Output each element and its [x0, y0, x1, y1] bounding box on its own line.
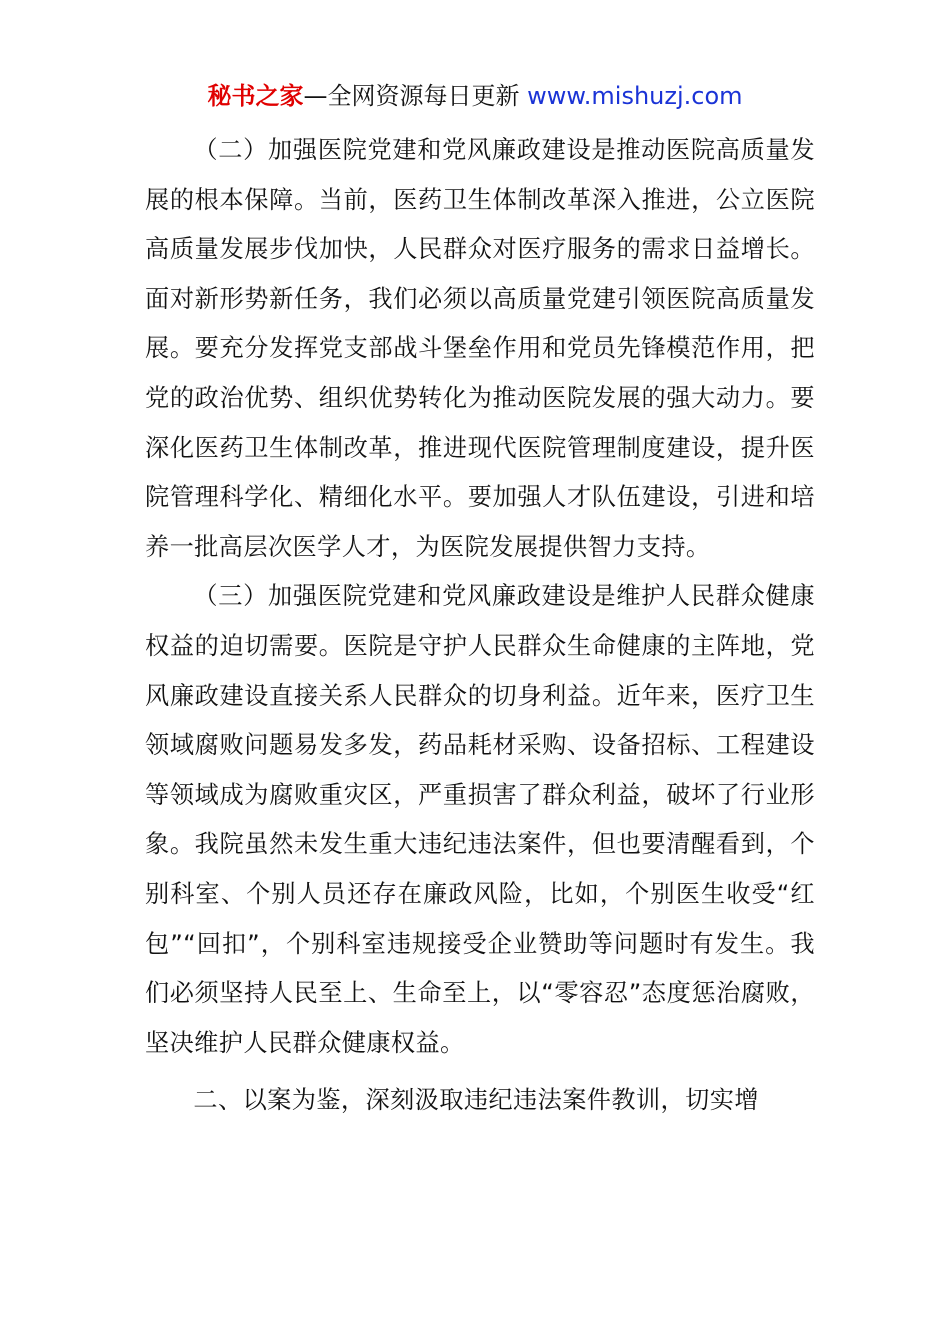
paragraph-section-3: （三）加强医院党建和党风廉政建设是维护人民群众健康权益的迫切需要。医院是守护人民群众生命健康的主阵地，党风廉政建设直接关系人民群众的切身利益。近年来，医疗卫生领域腐败问题易发多发，药品耗材采购、设备招标、工程建设等领域成为腐败重灾区，严重损害了群众利益，破坏了行业形象。我院虽然未发生重大违纪违法案件，但也要清醒看到，个别科室、个别人员还存在廉政风险，比如，个别医生收受“红包”“回扣”，个别科室违规接受企业赞助等问题时有发生。我们必须坚持人民至上、生命至上，以“零容忍”态度惩治腐败，坚决维护人民群众健康权益。	[145, 582, 815, 1057]
site-brand: 秘书之家	[207, 82, 304, 110]
heading-part-2: 二、以案为鉴，深刻汲取违纪违法案件教训，切实增	[193, 1086, 759, 1115]
site-url-link[interactable]: www.mishuzj.com	[527, 82, 743, 110]
site-slogan: —全网资源每日更新	[303, 82, 528, 110]
document-body	[145, 126, 815, 1126]
paragraph-section-2: （二）加强医院党建和党风廉政建设是推动医院高质量发展的根本保障。当前，医药卫生体制改革深入推进，公立医院高质量发展步伐加快，人民群众对医疗服务的需求日益增长。面对新形势新任务，我们必须以高质量党建引领医院高质量发展。要充分发挥党支部战斗堡垒作用和党员先锋模范作用，把党的政治优势、组织优势转化为推动医院发展的强大动力。要深化医药卫生体制改革，推进现代医院管理制度建设，提升医院管理科学化、精细化水平。要加强人才队伍建设，引进和培养一批高层次医学人才，为医院发展提供智力支持。	[145, 136, 815, 561]
site-header	[0, 80, 950, 112]
